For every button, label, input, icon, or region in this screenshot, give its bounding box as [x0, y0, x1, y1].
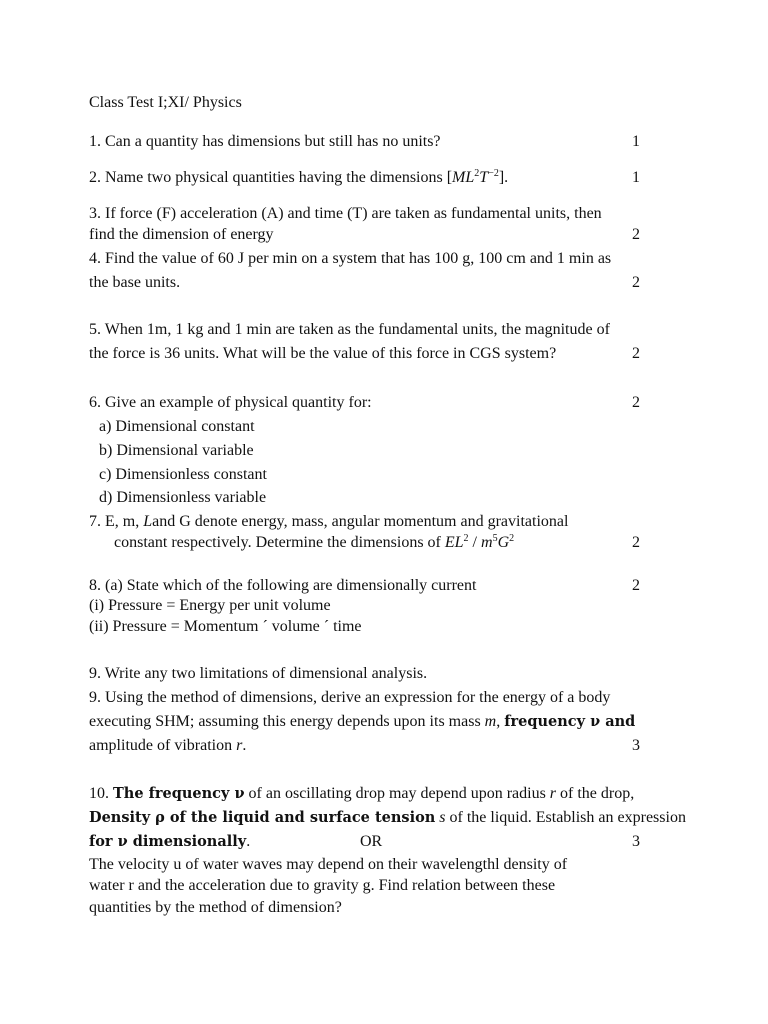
question-8-marks: 2 — [632, 577, 640, 594]
question-10-or: OR — [360, 833, 383, 850]
question-9b-marks: 3 — [632, 737, 640, 754]
question-2-marks: 1 — [632, 169, 640, 186]
question-3-marks: 2 — [632, 226, 640, 243]
question-6-item-a: a) Dimensional constant — [99, 418, 255, 435]
question-6-item-c: c) Dimensionless constant — [99, 466, 267, 483]
question-7-line-2: constant respectively. Determine the dimensions of $EL^2 / m^5G^2$ — [114, 533, 515, 551]
question-9a-text: 9. Write any two limitations of dimensional analysis. — [89, 665, 428, 682]
question-5-line-1: 5. When 1m, 1 kg and 1 min are taken as the fundamental units, the magnitude of — [89, 321, 610, 338]
question-4-marks: 2 — [632, 274, 640, 291]
question-8-line-1: 8. (a) State which of the following are dimensionally current — [89, 577, 477, 594]
question-9b-line-3: amplitude of vibration r. — [89, 737, 247, 754]
test-title: Class Test I;XI/ Physics — [89, 94, 242, 111]
question-3-line-1: 3. If force (F) acceleration (A) and time (T) are taken as fundamental units, then — [89, 205, 602, 222]
question-10-line-3: for ν dimensionally. — [89, 833, 251, 850]
question-10-alt-line-3: quantities by the method of dimension? — [89, 899, 342, 916]
question-7-marks: 2 — [632, 534, 640, 551]
question-10-line-2: Density ρ of the liquid and surface tension s of the liquid. Establish an expression — [89, 809, 686, 826]
question-6-text: 6. Give an example of physical quantity for: — [89, 394, 372, 411]
question-2-text: 2. Name two physical quantities having the dimensions $[ML^2T^{-2}]$. — [89, 168, 509, 186]
question-9b-line-2: executing SHM; assuming this energy depends upon its mass m, frequency ν and — [89, 713, 636, 730]
question-6-item-d: d) Dimensionless variable — [99, 489, 267, 506]
question-3-line-2: find the dimension of energy — [89, 226, 274, 243]
question-8-line-2: (i) Pressure = Energy per unit volume — [89, 597, 331, 614]
question-6-item-b: b) Dimensional variable — [99, 442, 254, 459]
question-10-alt-line-1: The velocity u of water waves may depend on their wavelengthl density of — [89, 856, 568, 873]
question-9b-line-1: 9. Using the method of dimensions, derive an expression for the energy of a body — [89, 689, 611, 706]
question-6-marks: 2 — [632, 394, 640, 411]
question-5-line-2: the force is 36 units. What will be the value of this force in CGS system? — [89, 345, 557, 362]
question-5-marks: 2 — [632, 345, 640, 362]
question-4-line-2: the base units. — [89, 274, 181, 291]
question-8-line-3: (ii) Pressure = Momentum ´ volume ´ time — [89, 618, 362, 635]
question-7-line-1: 7. E, m, Land G denote energy, mass, angular momentum and gravitational — [89, 513, 569, 530]
question-4-line-1: 4. Find the value of 60 J per min on a system that has 100 g, 100 cm and 1 min as — [89, 250, 612, 267]
question-10-alt-line-2: water r and the acceleration due to gravity g. Find relation between these — [89, 877, 556, 894]
question-1-text: 1. Can a quantity has dimensions but still has no units? — [89, 133, 441, 150]
question-10-marks: 3 — [632, 833, 640, 850]
question-1-marks: 1 — [632, 133, 640, 150]
question-10-line-1: 10. The frequency ν of an oscillating drop may depend upon radius r of the drop, — [89, 785, 635, 802]
